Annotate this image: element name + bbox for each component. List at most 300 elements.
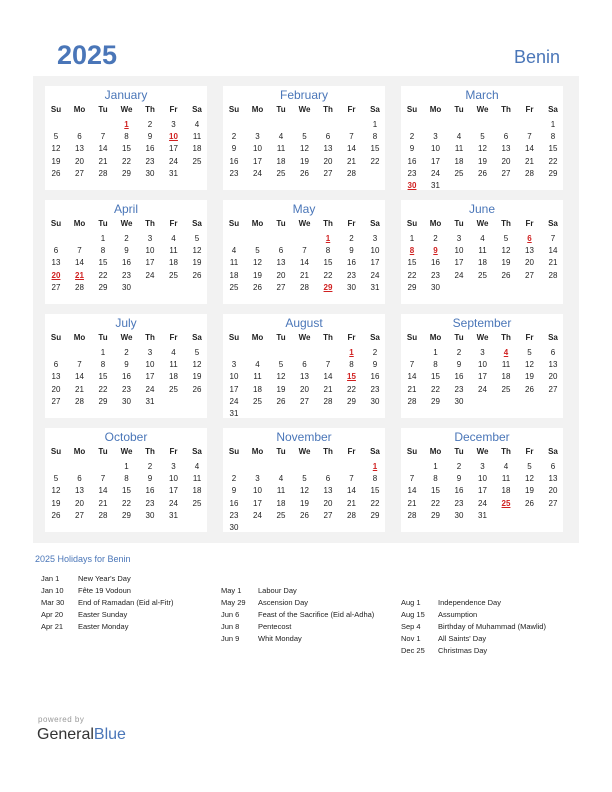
day-cell: 28 [75, 396, 84, 406]
day-cell: 6 [278, 246, 284, 256]
day-cell: 16 [370, 372, 380, 382]
day-cell: 9 [456, 474, 462, 484]
holiday-day: 8 [409, 246, 415, 256]
month-april [45, 200, 207, 304]
day-cell: 10 [145, 360, 155, 370]
day-cell: 13 [51, 258, 61, 268]
day-cell: 22 [122, 498, 131, 508]
day-cell: 29 [122, 510, 131, 520]
weekday-header: Th [145, 447, 155, 456]
day-cell: 18 [276, 156, 286, 166]
weekday-header: Su [228, 333, 240, 342]
day-cell: 22 [431, 384, 440, 394]
weekday-header: Tu [98, 333, 108, 342]
month-march [401, 86, 563, 190]
weekday-header: Th [501, 447, 511, 456]
day-cell: 8 [433, 360, 438, 370]
holiday-day: 6 [527, 234, 532, 243]
day-cell: 20 [548, 486, 558, 496]
day-cell: 3 [147, 348, 153, 357]
holiday-date: Jun 8 [221, 622, 240, 631]
day-cell: 25 [169, 270, 178, 280]
month-name: July [115, 316, 137, 330]
weekday-header: Sa [192, 219, 202, 228]
day-cell: 4 [171, 348, 176, 357]
day-cell: 29 [407, 282, 417, 292]
holiday-name: Independence Day [438, 598, 501, 607]
day-cell: 7 [100, 474, 106, 484]
day-cell: 3 [456, 234, 462, 243]
holiday-name: End of Ramadan (Eid al-Fitr) [78, 598, 174, 607]
holiday-date: Jun 9 [221, 634, 240, 643]
holiday-date: Nov 1 [401, 634, 421, 643]
day-cell: 7 [349, 474, 354, 484]
day-cell: 13 [51, 372, 61, 382]
day-cell: 6 [77, 132, 82, 142]
weekday-header: We [120, 447, 133, 456]
day-cell: 11 [276, 144, 286, 154]
day-cell: 12 [192, 360, 202, 370]
weekday-header: Sa [548, 105, 558, 114]
day-cell: 13 [300, 372, 309, 382]
weekday-header: Su [50, 447, 62, 456]
day-cell: 12 [276, 372, 286, 382]
weekday-header: Mo [429, 447, 442, 456]
day-cell: 29 [98, 282, 108, 292]
weekday-header: Mo [429, 333, 442, 342]
day-cell: 4 [480, 234, 485, 243]
weekday-header: Mo [73, 447, 86, 456]
day-cell: 12 [525, 474, 534, 484]
weekday-header: We [298, 447, 311, 456]
day-cell: 22 [370, 156, 380, 166]
day-cell: 10 [169, 474, 178, 484]
holiday-name: Birthday of Muhammad (Mawlid) [438, 622, 546, 631]
day-cell: 18 [192, 486, 202, 496]
day-cell: 27 [276, 282, 286, 292]
day-cell: 30 [122, 282, 131, 292]
weekday-header: Fr [525, 105, 534, 114]
day-cell: 8 [124, 132, 129, 142]
day-cell: 11 [454, 144, 464, 154]
day-cell: 22 [98, 384, 108, 394]
month-name: November [276, 430, 332, 444]
day-cell: 14 [98, 144, 108, 154]
day-cell: 5 [194, 234, 200, 243]
day-cell: 27 [323, 510, 333, 520]
day-cell: 16 [229, 156, 239, 166]
day-cell: 3 [433, 132, 438, 142]
day-cell: 17 [478, 486, 487, 496]
day-cell: 20 [51, 384, 61, 394]
day-cell: 31 [169, 168, 178, 178]
day-cell: 3 [255, 474, 260, 484]
day-cell: 24 [145, 384, 155, 394]
month-may [223, 200, 385, 304]
day-cell: 20 [75, 498, 84, 508]
day-cell: 17 [478, 372, 487, 382]
weekday-header: Su [406, 333, 418, 342]
day-cell: 9 [147, 132, 153, 142]
day-cell: 11 [229, 258, 239, 268]
day-cell: 20 [323, 498, 333, 508]
day-cell: 17 [253, 156, 262, 166]
holidays-title: 2025 Holidays for Benin [35, 554, 131, 564]
weekday-header: We [120, 333, 133, 342]
month-december [401, 428, 563, 532]
holiday-date: May 29 [221, 598, 246, 607]
day-cell: 11 [253, 372, 262, 382]
weekday-header: Fr [169, 447, 178, 456]
day-cell: 11 [169, 360, 178, 370]
day-cell: 28 [98, 510, 108, 520]
day-cell: 28 [98, 168, 108, 178]
day-cell: 6 [325, 132, 331, 142]
day-cell: 11 [192, 474, 202, 484]
day-cell: 17 [169, 486, 178, 496]
month-august [223, 314, 385, 418]
day-cell: 11 [501, 360, 511, 370]
day-cell: 13 [525, 246, 534, 256]
day-cell: 23 [229, 168, 239, 178]
day-cell: 5 [480, 132, 485, 142]
weekday-header: Tu [276, 447, 286, 456]
weekday-header: Th [145, 333, 155, 342]
month-name: June [468, 202, 496, 216]
day-cell: 20 [548, 372, 558, 382]
day-cell: 16 [407, 156, 417, 166]
day-cell: 11 [276, 486, 286, 496]
day-cell: 17 [253, 498, 262, 508]
day-cell: 5 [194, 348, 200, 357]
day-cell: 8 [372, 132, 378, 142]
day-cell: 28 [347, 168, 356, 178]
day-cell: 16 [122, 372, 131, 382]
weekday-header: Su [228, 447, 240, 456]
weekday-header: We [298, 333, 311, 342]
day-cell: 30 [229, 523, 239, 532]
weekday-header: We [476, 105, 489, 114]
day-cell: 21 [323, 384, 333, 394]
day-cell: 14 [347, 486, 356, 496]
weekday-header: Th [323, 219, 333, 228]
day-cell: 16 [145, 144, 155, 154]
day-cell: 2 [231, 132, 237, 142]
day-cell: 9 [124, 360, 129, 370]
day-cell: 20 [501, 156, 511, 166]
day-cell: 30 [431, 282, 440, 292]
weekday-header: Mo [429, 219, 442, 228]
day-cell: 7 [100, 132, 106, 142]
month-november [223, 428, 385, 532]
day-cell: 3 [171, 120, 176, 129]
day-cell: 28 [407, 396, 417, 406]
holiday-day: 1 [325, 234, 331, 243]
generalblue-logo [37, 726, 126, 744]
day-cell: 27 [51, 282, 61, 292]
day-cell: 9 [372, 360, 378, 370]
holiday-date: Sep 4 [401, 622, 421, 631]
day-cell: 20 [525, 258, 534, 268]
day-cell: 7 [77, 360, 82, 370]
weekday-header: Th [145, 219, 155, 228]
day-cell: 16 [454, 372, 464, 382]
day-cell: 7 [77, 246, 82, 256]
day-cell: 25 [229, 282, 239, 292]
day-cell: 19 [478, 156, 487, 166]
day-cell: 13 [323, 486, 333, 496]
day-cell: 5 [302, 474, 307, 484]
day-cell: 28 [323, 396, 333, 406]
day-cell: 8 [433, 474, 438, 484]
holiday-name: Assumption [438, 610, 478, 619]
day-cell: 3 [480, 348, 485, 357]
day-cell: 5 [53, 132, 59, 142]
day-cell: 6 [550, 462, 556, 471]
day-cell: 15 [122, 486, 131, 496]
weekday-header: Su [228, 219, 240, 228]
holiday-day: 4 [503, 348, 509, 357]
day-cell: 3 [231, 360, 237, 370]
day-cell: 21 [75, 384, 84, 394]
holiday-name: Pentecost [258, 622, 292, 631]
day-cell: 25 [192, 498, 202, 508]
day-cell: 25 [276, 510, 286, 520]
day-cell: 14 [407, 486, 417, 496]
day-cell: 1 [100, 234, 106, 243]
day-cell: 30 [145, 168, 155, 178]
day-cell: 24 [169, 156, 178, 166]
day-cell: 1 [124, 462, 129, 471]
day-cell: 19 [51, 498, 61, 508]
day-cell: 8 [349, 360, 354, 370]
day-cell: 25 [276, 168, 286, 178]
day-cell: 4 [255, 360, 260, 370]
day-cell: 9 [147, 474, 153, 484]
powered-by-label: powered by [38, 715, 85, 724]
holiday-date: Dec 25 [401, 646, 425, 655]
day-cell: 26 [51, 510, 61, 520]
weekday-header: Fr [169, 333, 178, 342]
holiday-name: Easter Sunday [78, 610, 128, 619]
day-cell: 31 [145, 396, 155, 406]
day-cell: 5 [527, 462, 532, 471]
day-cell: 31 [478, 510, 487, 520]
weekday-header: Sa [370, 333, 380, 342]
weekday-header: We [298, 105, 311, 114]
day-cell: 21 [347, 156, 356, 166]
day-cell: 26 [300, 168, 309, 178]
day-cell: 6 [325, 474, 331, 484]
day-cell: 28 [75, 282, 84, 292]
day-cell: 22 [548, 156, 558, 166]
day-cell: 20 [300, 384, 309, 394]
day-cell: 7 [349, 132, 354, 142]
weekday-header: Th [501, 219, 511, 228]
holiday-date: Mar 30 [41, 598, 65, 607]
weekday-header: Mo [251, 105, 264, 114]
day-cell: 27 [548, 498, 558, 508]
day-cell: 14 [323, 372, 333, 382]
day-cell: 21 [300, 270, 309, 280]
day-cell: 19 [300, 498, 309, 508]
day-cell: 10 [145, 246, 155, 256]
day-cell: 15 [323, 258, 333, 268]
day-cell: 12 [300, 144, 309, 154]
day-cell: 15 [98, 258, 108, 268]
day-cell: 27 [548, 384, 558, 394]
day-cell: 13 [75, 144, 84, 154]
holiday-name: Whit Monday [258, 634, 302, 643]
month-name: February [279, 88, 329, 102]
day-cell: 13 [548, 474, 558, 484]
holiday-day: 30 [407, 181, 417, 190]
day-cell: 5 [527, 348, 532, 357]
day-cell: 8 [372, 474, 378, 484]
day-cell: 20 [276, 270, 286, 280]
day-cell: 2 [372, 348, 378, 357]
day-cell: 26 [525, 384, 534, 394]
day-cell: 5 [302, 132, 307, 142]
day-cell: 26 [525, 498, 534, 508]
day-cell: 21 [407, 384, 417, 394]
month-name: January [104, 88, 148, 102]
holiday-day: 9 [433, 246, 438, 256]
day-cell: 24 [169, 498, 178, 508]
weekday-header: We [476, 333, 489, 342]
day-cell: 23 [454, 498, 464, 508]
day-cell: 7 [409, 360, 415, 370]
day-cell: 11 [169, 246, 178, 256]
day-cell: 16 [122, 258, 131, 268]
day-cell: 26 [300, 510, 309, 520]
day-cell: 25 [454, 168, 464, 178]
month-name: August [285, 316, 323, 330]
day-cell: 15 [431, 372, 440, 382]
day-cell: 1 [409, 234, 415, 243]
day-cell: 10 [229, 372, 239, 382]
weekday-header: Su [406, 219, 418, 228]
day-cell: 10 [431, 144, 440, 154]
holiday-day: 15 [347, 372, 356, 382]
weekday-header: Sa [192, 447, 202, 456]
day-cell: 30 [370, 396, 380, 406]
day-cell: 23 [431, 270, 440, 280]
day-cell: 25 [478, 270, 487, 280]
holiday-day: 29 [323, 282, 333, 292]
day-cell: 22 [323, 270, 333, 280]
day-cell: 13 [276, 258, 286, 268]
holiday-name: Feast of the Sacrifice (Eid al-Adha) [258, 610, 375, 619]
day-cell: 10 [253, 144, 262, 154]
day-cell: 14 [347, 144, 356, 154]
weekday-header: Tu [98, 219, 108, 228]
day-cell: 18 [501, 486, 511, 496]
day-cell: 8 [325, 246, 331, 256]
day-cell: 2 [409, 132, 415, 142]
day-cell: 1 [100, 348, 106, 357]
day-cell: 3 [372, 234, 378, 243]
weekday-header: Mo [251, 219, 264, 228]
day-cell: 4 [278, 474, 284, 484]
day-cell: 2 [231, 474, 237, 484]
day-cell: 2 [349, 234, 354, 243]
weekday-header: Tu [454, 333, 464, 342]
day-cell: 14 [75, 372, 84, 382]
weekday-header: Sa [370, 447, 380, 456]
weekday-header: Fr [347, 447, 356, 456]
weekday-header: Tu [454, 105, 464, 114]
day-cell: 14 [98, 486, 108, 496]
month-february [223, 86, 385, 190]
day-cell: 31 [431, 181, 440, 190]
day-cell: 25 [253, 396, 262, 406]
holiday-day: 25 [501, 498, 511, 508]
brand-blue-text: Blue [93, 726, 126, 743]
day-cell: 11 [478, 246, 487, 256]
day-cell: 28 [548, 270, 558, 280]
day-cell: 21 [347, 498, 356, 508]
day-cell: 24 [370, 270, 380, 280]
day-cell: 10 [370, 246, 380, 256]
day-cell: 24 [478, 384, 487, 394]
weekday-header: Mo [73, 105, 86, 114]
day-cell: 23 [122, 270, 131, 280]
weekday-header: Tu [454, 219, 464, 228]
day-cell: 10 [478, 360, 487, 370]
day-cell: 1 [433, 348, 438, 357]
day-cell: 4 [503, 462, 509, 471]
weekday-header: Fr [525, 333, 534, 342]
weekday-header: Fr [347, 333, 356, 342]
day-cell: 15 [370, 144, 380, 154]
day-cell: 29 [347, 396, 356, 406]
day-cell: 28 [300, 282, 309, 292]
month-name: December [454, 430, 510, 444]
day-cell: 8 [100, 360, 106, 370]
day-cell: 23 [145, 156, 155, 166]
holiday-name: Labour Day [258, 586, 297, 595]
day-cell: 5 [53, 474, 59, 484]
day-cell: 20 [323, 156, 333, 166]
calendar-year: 2025 [57, 40, 118, 70]
holiday-day: 20 [51, 270, 61, 280]
day-cell: 27 [300, 396, 309, 406]
holiday-name: Ascension Day [258, 598, 309, 607]
day-cell: 15 [407, 258, 417, 268]
day-cell: 29 [548, 168, 558, 178]
day-cell: 26 [253, 282, 262, 292]
day-cell: 31 [229, 409, 239, 418]
weekday-header: Tu [276, 105, 286, 114]
weekday-header: Mo [251, 447, 264, 456]
weekday-header: Sa [192, 105, 202, 114]
day-cell: 2 [147, 462, 153, 471]
day-cell: 14 [548, 246, 558, 256]
day-cell: 13 [548, 360, 558, 370]
day-cell: 22 [431, 498, 440, 508]
weekday-header: Fr [169, 219, 178, 228]
day-cell: 27 [75, 510, 84, 520]
day-cell: 15 [548, 144, 558, 154]
day-cell: 19 [525, 372, 534, 382]
day-cell: 6 [302, 360, 307, 370]
day-cell: 24 [454, 270, 464, 280]
day-cell: 23 [370, 384, 380, 394]
day-cell: 23 [122, 384, 131, 394]
day-cell: 26 [276, 396, 286, 406]
weekday-header: Th [323, 105, 333, 114]
